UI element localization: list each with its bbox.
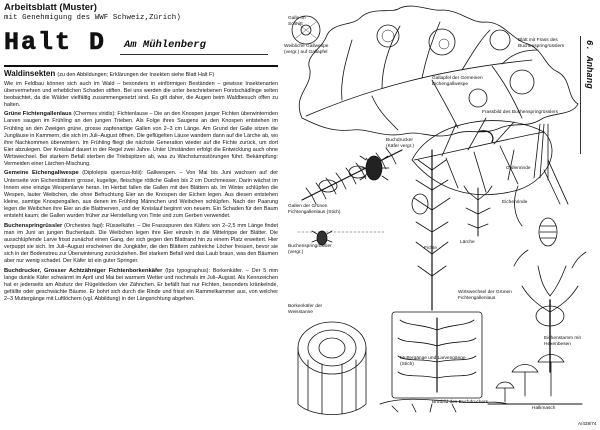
label-fichte: Fichte — [424, 246, 438, 251]
label-laerche: Lärche — [460, 240, 475, 245]
section-title: Grüne Fichtengallenlaus — [4, 111, 72, 118]
label-gallen: Gallen der Grünen Fichtengallenlaus (Stich) — [288, 204, 341, 215]
section-eichengallwespe — [4, 170, 278, 220]
intro-paragraph: Wie im Feldbau können sich auch im Wald – besonders in einförmigen Beständen – gewisse Insektenarten übervermehren und erheblichen Schaden stiften. Bei uns werden die unter beschriebenen Forstschädlinge selten beobachtet, da die Wälder vielfältig zusammengesetzt sind. Es gilt daher, die Augen beim Waldbesuch offen zu halten. — [4, 80, 278, 109]
section-buchdrucker — [4, 268, 278, 304]
section-text: Gallwespen. – Von Mai bis Juni wachsen auf der Unterseite von Eichenblättern grosse, kugelige, fleischige rötliche Gallen bis 2 cm Durchmesser. Darin wächst im Innern eine einzige Wespenlarve heran. Im Herbst fallen die Gallen mit den Blättern ab. Im Winter schlüpfen die Wespen, lauter Weibchen, die ohne Befruchtung Eier an die Knospen der Eichen legen. Aus diesen entstehen kleine, samtige Knospengallen, aus denen im Frühling Männchen und Weibchen schlüpfen. Nach der Paarung legen die Weibchen ihre Eier an die Blattnerven, und der Kreislauf beginnt von neuem. Ein Schaden für den Baum entsteht kaum; die Gallen wurden früher zur Herstellung von Tinte und zum Gerben verwendet. — [4, 170, 278, 220]
section-buchenspringruessler — [4, 223, 278, 266]
label-brutbild: Brutbild des Buchdruckers — [432, 400, 488, 405]
label-hallimasch: Hallimasch — [532, 406, 556, 411]
section-title: Buchenspringrüssler — [4, 222, 63, 229]
section-latin: (Orchestes fagi): — [64, 222, 105, 229]
text-column — [4, 2, 278, 428]
springruessler-drawing — [298, 231, 386, 245]
section-latin: (Ips typographus): — [165, 267, 210, 274]
section-fichtengallenlaus — [4, 111, 278, 168]
location-name: Am Mühlenberg — [124, 39, 206, 51]
illustration-panel — [282, 0, 600, 430]
stop-label: Halt D — [4, 28, 107, 57]
label-buchdrucker: Buchdrucker (Käfer vergr.) — [386, 138, 414, 149]
hallimasch-drawing — [488, 355, 582, 405]
oak-leaf-drawing — [299, 6, 578, 136]
appendix-label — [582, 40, 596, 150]
appendix-rule — [580, 36, 581, 154]
intro-heading-note: (zu den Abbildungen; Erklärungen der Insekten siehe Blatt Halt F) — [57, 72, 215, 78]
label-gallenrind: Gallenrinde — [506, 166, 531, 171]
section-title: Buchdrucker, Grosser Achtzähniger Fichtenborkenkäfer — [4, 267, 163, 274]
eichenstamm-drawing — [514, 250, 586, 372]
bark-gallery-drawing — [392, 312, 482, 398]
label-gall-cut: Galle im Schnitt — [288, 16, 306, 27]
worksheet-title: Arbeitsblatt (Muster) — [4, 2, 97, 13]
section-latin: (Diplolepis quercus-folii): — [82, 170, 144, 177]
worksheet-subtitle: mit Genehmigung des WWF Schweiz,Zürich) — [4, 14, 181, 22]
section-text: Borkenkäfer. – Der 5 mm lange dunkle Käfer schwärmt im April und Mai bei warmem Wetter und nochmals im Juli–August. Als Kennzeichen hat er jederseits am Absturz der Flügeldecken vier Zähnchen. Er befällt fast nur Fichten, besonders kränkelnde, gefällte oder geschwächte Bäume. Er bohrt sich durch die Rinde und frisst ein Rammelkammer aus, von welcher 2–3 Muttergänge mit Luftlöchern (vgl. Abbildung) in der Längsrichtung abgehen. — [4, 267, 278, 303]
heading-rule — [4, 65, 278, 67]
intro-heading — [4, 69, 278, 81]
label-buchen-cut: Blatt mit Frass des Buchenspringrüsslers — [518, 38, 565, 49]
fichte-stem-drawing — [412, 150, 450, 310]
section-text: Fichtenlause – Die an den Knospen junger Fichten überwinternden Larven saugen im Frühling an den jungen Trieben. Als Folge ihres Saugens an den Knospen entstehen im Frühling an den Zweigen grüne, grosse zapfenartige Gallen von 2–3 cm Länge. Am Grund der Galle sitzen die Jungläuse in Kammern, die sich im Juli–August öffnen. Die geflügelten Läuse wandern dann auf die Lärche ab, wo ihre Nachkommen überwintern. Im Frühling fliegt die nächste Generation wieder auf die Fichte zurück, um dort Eier abzulegen. Der Kreislauf dauert in der Regel zwei Jahre. Unter Umständen erfolgt die Entwicklung auch ohne Wirtswechsel. Bei starkem Befall sterben die Triebspitzen ab, was zu Wachstumsstörungen führt. Bekämpfung: Vermeiden einer Lärchen-Mischung. — [4, 111, 278, 168]
section-latin: (Chermes viridis): — [73, 111, 116, 118]
label-springruessler: Buchenspringrüssler (vergr.) — [288, 244, 332, 255]
label-eichenstamm: Eichenstamm mit Hexenbesen — [544, 336, 581, 347]
label-eichenrinde: Eichenrinde — [502, 200, 528, 205]
log-section-drawing — [298, 322, 366, 415]
location-underline — [120, 54, 268, 55]
label-gall-wespe: Weibliche Gallwespe (vergr.) auf Gallapfel — [284, 44, 329, 55]
beech-leaf-drawing — [412, 118, 552, 195]
label-wirtswechsel: Wirtswechsel der Grünen Fichtengallenlaus — [458, 290, 512, 301]
label-muttergang: Muttergänge und Larvengänge (Stich) — [400, 356, 466, 367]
label-frassbild: Frassbild des Buchenspringrüsslers — [482, 110, 558, 115]
stop-heading — [4, 29, 278, 57]
section-title: Gemeine Eichengallwespe — [4, 170, 79, 177]
intro-heading-title: Waldinsekten — [4, 69, 56, 78]
appendix-text: 6. Anhang — [584, 40, 594, 89]
document-code: A/438/74 — [578, 421, 597, 426]
section-text: Rüsselkäfer. – Die Frassspuren des Käfers von 2–2,5 mm Länge findet man im Juni an jungen Buchenlaub. Die Weibchen legen ihre Eier einzeln in die Mittelrippe der Blätter. Die ausschlüpfende Larve frisst zunächst einen Gang, der sich gegen den Blattrand hin zu einem Platz erweitert. Hier verpuppt sie sich. Im Juli–August erscheinen die Jungkäfer, die den Blättern zahlreiche Löcher fressen, bevor sie sich in der Bodenstreu zur Überwinterung zurückziehen. Bei starkem Befall wird das Laub braun, was den Bäumen aber nur wenig schadet. Der Käfer ist ein guter Springer. — [4, 222, 278, 265]
label-borkenkaefer: Borkenkäfer der Weisstanne — [288, 304, 323, 315]
label-eichen-gallwespe: Gallapfel der Gemeinen Eichengallwespe — [432, 76, 483, 87]
